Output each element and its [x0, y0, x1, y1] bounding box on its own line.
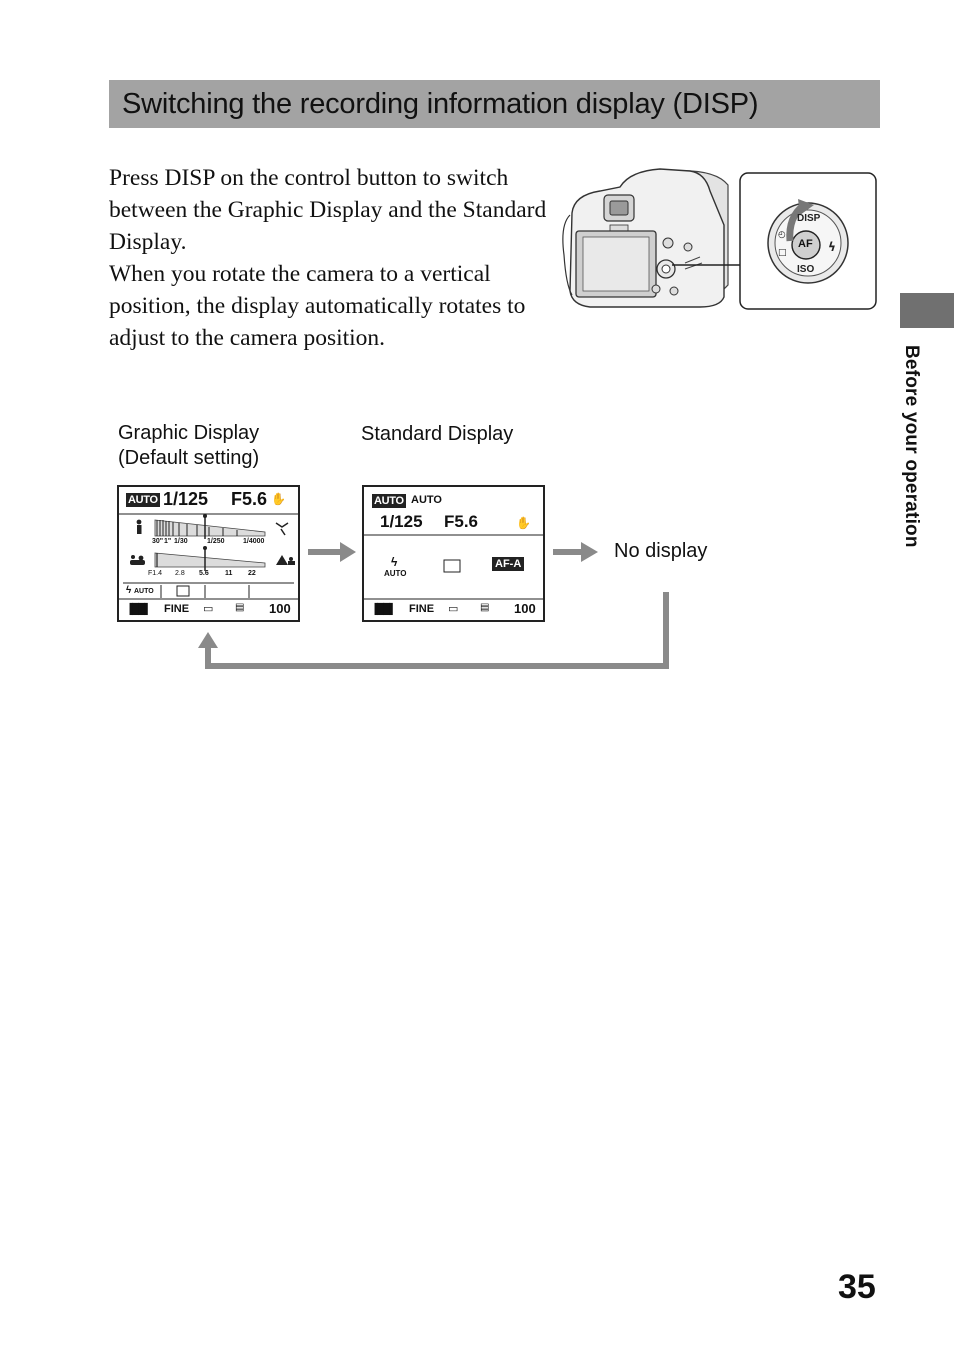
- shutter-scale-label: 1/30: [174, 538, 188, 545]
- memory-card-icon: ▤: [480, 602, 490, 613]
- graphic-shots-remaining: 100: [269, 601, 291, 616]
- page-number: 35: [838, 1268, 876, 1306]
- graphic-display-caption-line2: (Default setting): [118, 447, 260, 469]
- shutter-scale-label: 1/250: [207, 538, 225, 545]
- shutter-scale-label: 30": [152, 538, 164, 545]
- svg-text:◴: ◴: [778, 230, 786, 240]
- section-heading: Switching the recording information display (DISP): [122, 87, 759, 120]
- standard-shutter-value: 1/125: [380, 512, 423, 531]
- intro-paragraph-2: When you rotate the camera to a vertical position, the display automatically rotates to adjust to the camera position.: [109, 261, 526, 351]
- graphic-quality: FINE: [164, 603, 190, 615]
- arrow-return-head: [198, 632, 218, 648]
- aperture-scale-label: 22: [248, 570, 256, 577]
- graphic-display-caption-line1: Graphic Display: [118, 422, 260, 444]
- aperture-scale-label: 11: [225, 570, 233, 577]
- aperture-scale-label: 2.8: [175, 570, 185, 577]
- arrow-standard-to-none: [553, 542, 598, 562]
- arrow-graphic-to-standard: [308, 542, 356, 562]
- standard-shots-remaining: 100: [514, 601, 536, 616]
- arrow-return-loop: [208, 592, 666, 666]
- image-size-icon: ▭: [203, 603, 214, 615]
- graphic-shutter-value: 1/125: [163, 489, 209, 509]
- control-button-bottom-label: ISO: [797, 264, 815, 275]
- graphic-aperture-value: F5.6: [231, 489, 268, 509]
- svg-text:□: □: [778, 248, 787, 258]
- no-display-label: No display: [614, 540, 708, 562]
- standard-focus-badge: AF-A: [492, 557, 524, 571]
- steadyshot-icon: ✋: [271, 492, 286, 506]
- standard-display-caption: Standard Display: [361, 423, 514, 445]
- battery-icon: ▐██▌: [126, 604, 151, 615]
- aperture-scale-label: F1.4: [148, 570, 163, 577]
- image-size-icon: ▭: [448, 603, 459, 615]
- standard-quality: FINE: [409, 603, 435, 615]
- standard-mode-badge: AUTO: [374, 495, 404, 507]
- memory-card-icon: ▤: [235, 602, 245, 613]
- standard-aperture-value: F5.6: [444, 512, 479, 531]
- control-button-top-label: DISP: [797, 213, 821, 224]
- standard-flash-label: AUTO: [384, 569, 407, 578]
- svg-text:ϟ: ϟ: [828, 240, 836, 254]
- flash-icon: ϟ: [126, 585, 132, 596]
- aperture-scale-label: 5.6: [199, 570, 209, 577]
- graphic-flash-label: AUTO: [134, 588, 154, 595]
- control-button-center-label: AF: [798, 238, 813, 250]
- battery-icon: ▐██▌: [371, 604, 396, 615]
- shutter-scale-label: 1/4000: [243, 538, 265, 545]
- shutter-scale-label: 1": [164, 538, 172, 545]
- intro-paragraph-1: Press DISP on the control button to switch between the Graphic Display and the Standard Display.: [109, 165, 547, 255]
- flash-icon: ϟ: [391, 555, 398, 569]
- steadyshot-icon: ✋: [516, 516, 531, 530]
- side-tab-label: Before your operation: [901, 345, 922, 548]
- graphic-mode-badge: AUTO: [128, 494, 158, 506]
- standard-mode-text: AUTO: [411, 494, 442, 506]
